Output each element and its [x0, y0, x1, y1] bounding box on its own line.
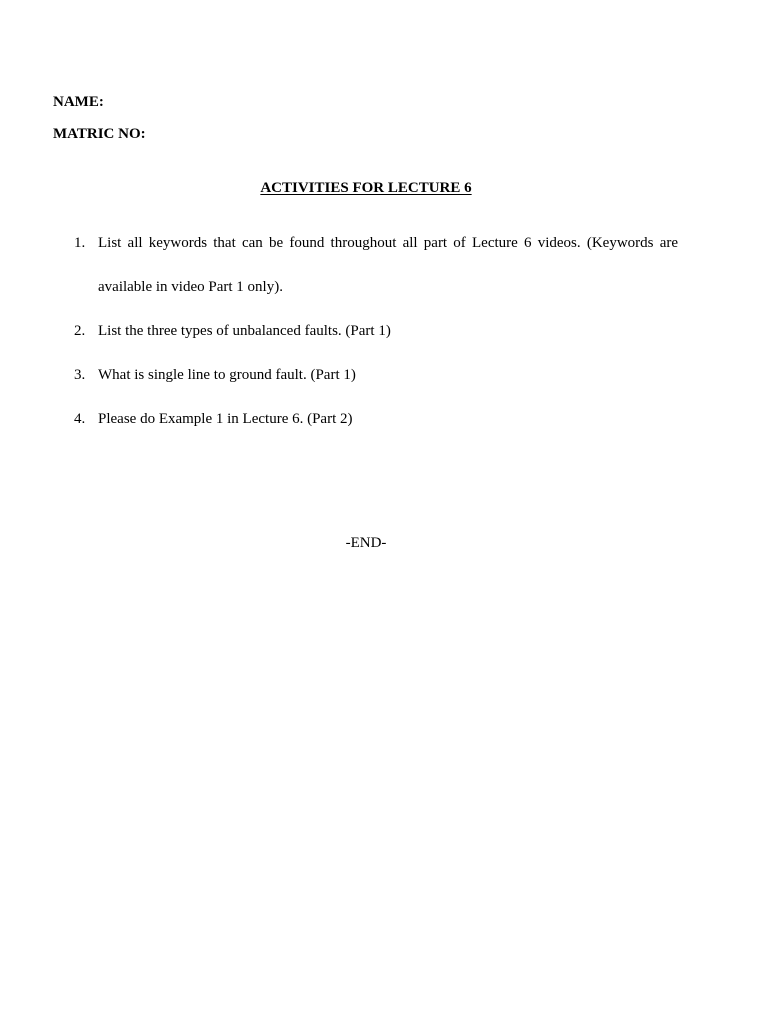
list-item-text: Please do Example 1 in Lecture 6. (Part 2) — [98, 411, 353, 427]
list-item-text: What is single line to ground fault. (Part 1) — [98, 367, 356, 383]
list-item-text: List the three types of unbalanced faults. (Part 1) — [98, 323, 391, 339]
page-title-text: ACTIVITIES FOR LECTURE 6 — [260, 180, 472, 196]
list-item — [74, 353, 678, 397]
list-item-text: List all keywords that can be found throughout all part of Lecture 6 videos. (Keywords are available in video Part 1 only). — [98, 235, 678, 295]
list-item-number: 2. — [74, 323, 86, 339]
list-item — [74, 221, 678, 309]
list-item-number: 1. — [74, 235, 86, 251]
list-item — [74, 397, 678, 441]
list-item — [74, 309, 678, 353]
name-label: NAME: — [53, 94, 104, 110]
question-list — [74, 234, 678, 441]
list-item-number: 4. — [74, 411, 86, 427]
list-item-number: 3. — [74, 367, 86, 383]
end-marker: -END- — [345, 535, 387, 551]
page-title — [0, 179, 732, 197]
matric-no-label: MATRIC NO: — [53, 126, 146, 142]
